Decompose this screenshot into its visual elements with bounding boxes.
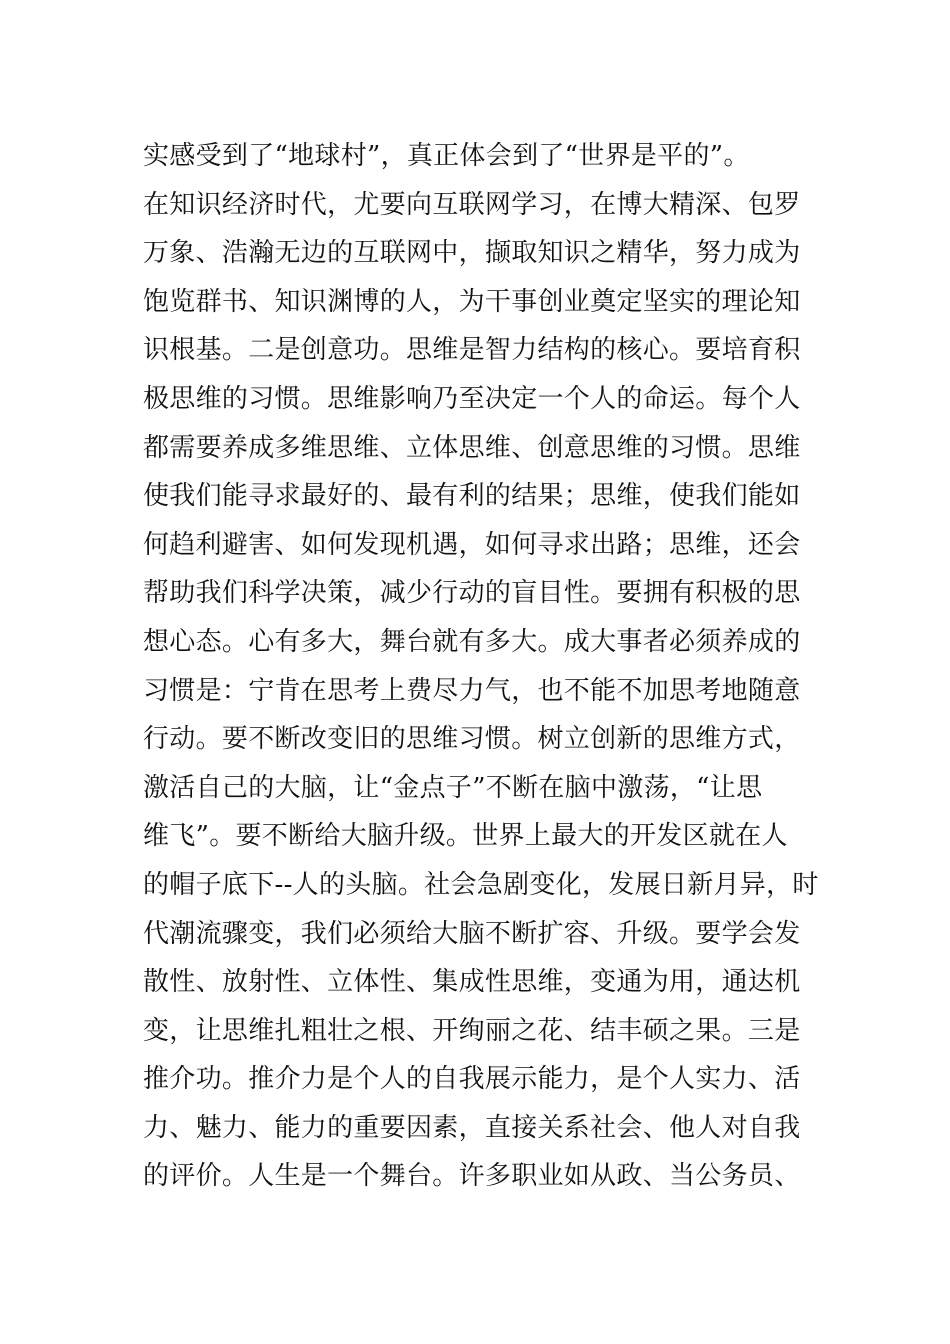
text-line: 代潮流骤变，我们必须给大脑不断扩容、升级。要学会发 bbox=[143, 918, 801, 949]
text-line: 极思维的习惯。思维影响乃至决定一个人的命运。每个人 bbox=[143, 383, 801, 414]
text-line: 帮助我们科学决策，减少行动的盲目性。要拥有积极的思 bbox=[143, 578, 801, 609]
text-line: 激活自己的大脑，让“金点子”不断在脑中激荡，“让思 bbox=[143, 772, 763, 803]
body-text bbox=[143, 132, 819, 1201]
text-line: 何趋利避害、如何发现机遇，如何寻求出路；思维，还会 bbox=[143, 529, 801, 560]
text-line: 习惯是：宁肯在思考上费尽力气，也不能不加思考地随意 bbox=[143, 675, 801, 706]
text-line: 想心态。心有多大，舞台就有多大。成大事者必须养成的 bbox=[143, 626, 801, 657]
text-line: 使我们能寻求最好的、最有利的结果；思维，使我们能如 bbox=[143, 481, 801, 512]
text-line: 实感受到了“地球村”，真正体会到了“世界是平的”。 bbox=[143, 141, 750, 171]
text-line: 的帽子底下--人的头脑。社会急剧变化，发展日新月异，时 bbox=[143, 869, 819, 900]
text-line: 散性、放射性、立体性、集成性思维，变通为用，通达机 bbox=[143, 967, 801, 998]
text-line: 推介功。推介力是个人的自我展示能力，是个人实力、活 bbox=[143, 1064, 801, 1095]
text-line: 都需要养成多维思维、立体思维、创意思维的习惯。思维 bbox=[143, 432, 801, 463]
text-line: 饱览群书、知识渊博的人，为干事创业奠定坚实的理论知 bbox=[143, 286, 801, 317]
text-line: 变，让思维扎粗壮之根、开绚丽之花、结丰硕之果。三是 bbox=[143, 1015, 801, 1046]
text-line: 维飞”。要不断给大脑升级。世界上最大的开发区就在人 bbox=[143, 821, 788, 852]
text-line: 力、魅力、能力的重要因素，直接关系社会、他人对自我 bbox=[143, 1112, 801, 1143]
text-line: 识根基。二是创意功。思维是智力结构的核心。要培育积 bbox=[143, 335, 801, 366]
text-line: 万象、浩瀚无边的互联网中，撷取知识之精华，努力成为 bbox=[143, 238, 801, 269]
text-line: 在知识经济时代，尤要向互联网学习，在博大精深、包罗 bbox=[143, 189, 801, 220]
text-line: 的评价。人生是一个舞台。许多职业如从政、当公务员、 bbox=[143, 1161, 801, 1192]
text-line: 行动。要不断改变旧的思维习惯。树立创新的思维方式， bbox=[143, 724, 801, 755]
